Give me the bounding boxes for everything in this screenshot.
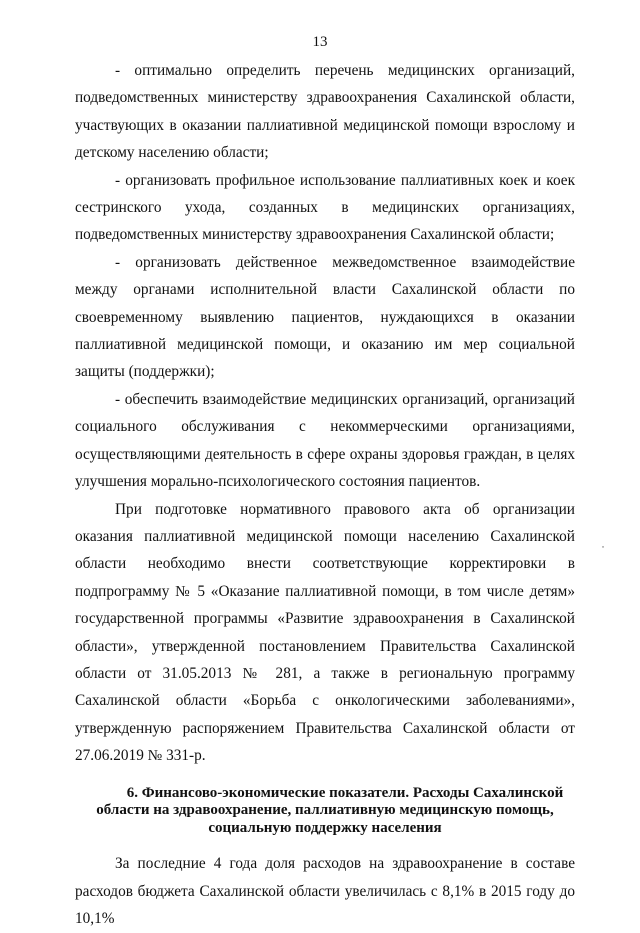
margin-mark-icon: ˙ [601, 543, 605, 557]
paragraph-program-adjustments: При подготовке нормативного правового акта об организации оказания паллиативной медицинской помощи населению Сахалинской области необходимо внести соответствующие корректировки в подпрограмму № 5 «Оказание паллиативной помощи, в том числе детям» государственной программы «Развитие здравоохранения в Сахалинской области», утвержденной постановлением Правительства Сахалинской области от 31.05.2013 № 281, а также в региональную программу Сахалинской области «Борьба с онкологическими заболеваниями», утвержденную распоряжением Правительства Сахалинской области от 27.06.2019 № 331-р. [75, 500, 575, 765]
paragraph-list-item-4: - обеспечить взаимодействие медицинских организаций, организаций социального обслуживания с некоммерческими организациями, осуществляющими деятельность в сфере охраны здоровья граждан, в целях улучшения морально-психологического состояния пациентов. [75, 390, 575, 491]
document-body [75, 57, 575, 933]
paragraph-list-item-1: - оптимально определить перечень медицинских организаций, подведомственных министерству здравоохранения Сахалинской области, участвующих в оказании паллиативной медицинской помощи взрослому и детскому населению области; [75, 62, 575, 162]
section-heading: 6. Финансово-экономические показатели. Расходы Сахалинской области на здравоохранение, паллиативную медицинскую помощь, социальную поддержку населения [96, 784, 564, 836]
paragraph-list-item-2: - организовать профильное использование паллиативных коек и коек сестринского ухода, созданных в медицинских организациях, подведомственных министерству здравоохранения Сахалинской области; [75, 171, 575, 244]
page-number: 13 [312, 34, 328, 50]
paragraph-list-item-3: - организовать действенное межведомственное взаимодействие между органами исполнительной власти Сахалинской области по своевременному выявлению пациентов, нуждающихся в оказании паллиативной медицинской помощи, и оказанию им мер социальной защиты (поддержки); [75, 253, 575, 381]
paragraph-expenditure-share: За последние 4 года доля расходов на здравоохранение в составе расходов бюджета Сахалинской области увеличилась с 8,1% в 2015 году до 10,1% [75, 855, 575, 928]
